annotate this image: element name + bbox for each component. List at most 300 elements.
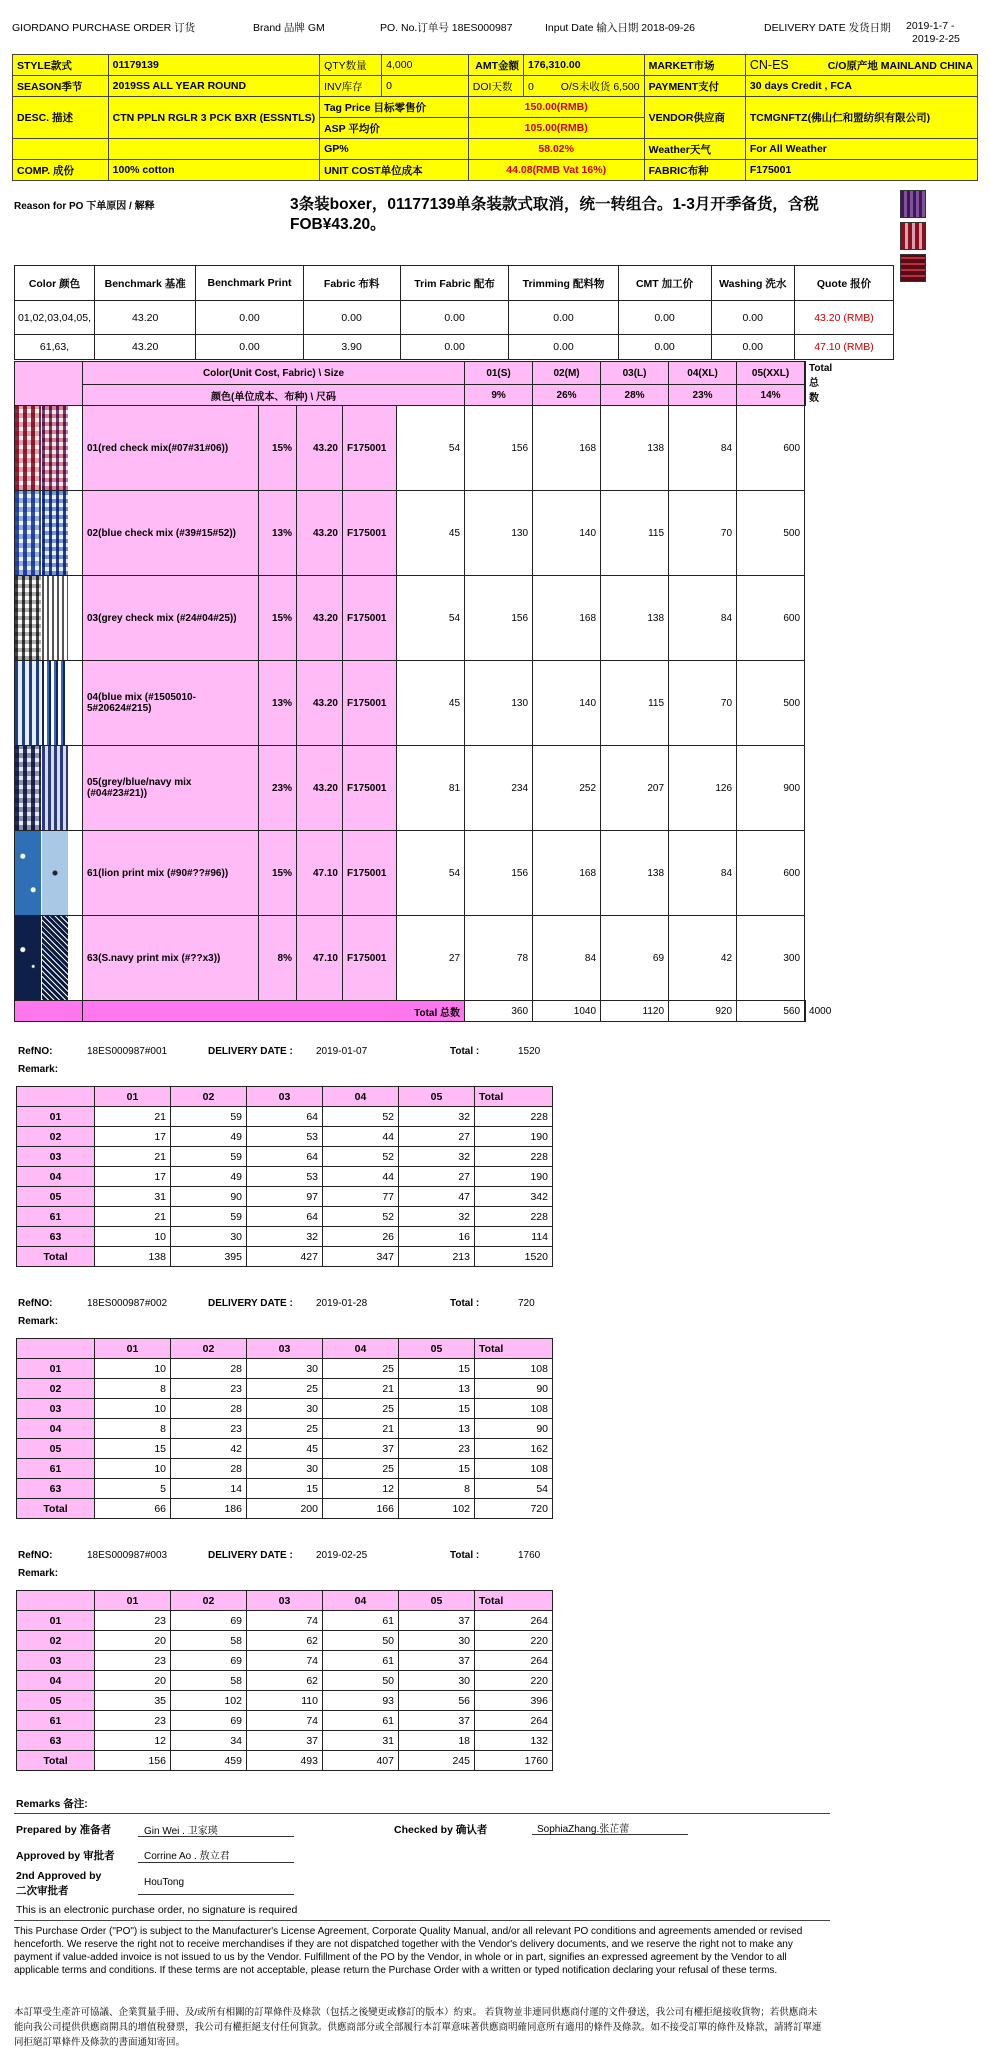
vendor-label: VENDOR供应商: [644, 97, 745, 139]
delivery-cell: 264: [475, 1711, 553, 1731]
matrix-total-cell: 1040: [533, 1001, 601, 1022]
qty-cell: 156: [465, 831, 533, 916]
ref-label: RefNO:: [18, 1046, 53, 1057]
qty-cell: 156: [465, 406, 533, 491]
matrix-total-cell: 920: [669, 1001, 737, 1022]
ref-number: 18ES000987#003: [87, 1550, 168, 1561]
delivery-cell: 12: [323, 1479, 399, 1499]
delivery-row: [17, 1247, 553, 1267]
cost-cell: 43.20: [94, 301, 195, 335]
qty-cell: 126: [669, 746, 737, 831]
amt-label: AMT金额: [468, 55, 523, 76]
delivery-row-label: 61: [17, 1711, 95, 1731]
signature-line: [138, 1836, 294, 1837]
matrix-total-cell: 560: [737, 1001, 805, 1022]
delivery-row: [17, 1419, 553, 1439]
amt-value: 176,310.00: [524, 55, 645, 76]
cost-cell: 0.00: [400, 301, 509, 335]
quote-cell: 43.20 (RMB): [794, 301, 893, 335]
qty-cell: 168: [533, 576, 601, 661]
checked-label: Checked by 确认者: [394, 1824, 488, 1836]
delivery-cell: 64: [247, 1147, 323, 1167]
market-label: MARKET市场: [644, 55, 745, 76]
delivery-row-label: 63: [17, 1731, 95, 1751]
delivery-row-label: Total: [17, 1499, 95, 1519]
qty-cell: 84: [669, 831, 737, 916]
delivery-row-label: 03: [17, 1399, 95, 1419]
delivery-cell: 220: [475, 1631, 553, 1651]
delivery-cell: 108: [475, 1359, 553, 1379]
delivery-cell: 58: [171, 1631, 247, 1651]
qty-cell: 45: [397, 661, 465, 746]
delivery-col-header: 01: [95, 1087, 171, 1107]
delivery-cell: 10: [95, 1359, 171, 1379]
approved-label: Approved by 审批者: [16, 1850, 115, 1862]
delivery-cell: 45: [247, 1439, 323, 1459]
swatch-image: [42, 491, 69, 575]
delivery-total: 1520: [518, 1046, 541, 1057]
color-swatch-cell: [15, 916, 83, 1001]
delivery-col-header: 02: [171, 1339, 247, 1359]
delivery-table: [16, 1086, 553, 1267]
payment-value: 30 days Credit , FCA: [745, 76, 977, 97]
delivery-cell: 186: [171, 1499, 247, 1519]
qty-cell: 252: [533, 746, 601, 831]
cost-cell: 61,63,: [15, 335, 95, 360]
cost-cell: 0.00: [618, 335, 711, 360]
input-date: Input Date 输入日期 2018-09-26: [545, 22, 695, 34]
delivery-table: [16, 1338, 553, 1519]
delivery-cell: 93: [323, 1691, 399, 1711]
delivery-cell: 74: [247, 1651, 323, 1671]
delivery-cell: 5: [95, 1479, 171, 1499]
cost-breakdown-table: [14, 265, 894, 360]
delivery-cell: 108: [475, 1399, 553, 1419]
delivery-cell: 228: [475, 1107, 553, 1127]
delivery-cell: 427: [247, 1247, 323, 1267]
delivery-cell: 32: [247, 1227, 323, 1247]
po-number: PO. No.订单号 18ES000987: [380, 22, 513, 34]
swatch-image: [900, 190, 926, 218]
swatch-image: [42, 831, 69, 915]
qty-cell: 138: [601, 406, 669, 491]
delivery-row-label: 01: [17, 1107, 95, 1127]
color-fabric: F175001: [343, 576, 397, 661]
delivery-cell: 21: [95, 1107, 171, 1127]
delivery-header-row: [17, 1339, 553, 1359]
color-pct: 13%: [259, 491, 297, 576]
delivery-cell: 37: [323, 1439, 399, 1459]
delivery-col-header: 03: [247, 1339, 323, 1359]
prepared-label: Prepared by 准备者: [16, 1824, 112, 1836]
delivery-col-header: 03: [247, 1591, 323, 1611]
gp-label: GP%: [320, 139, 469, 160]
delivery-cell: 56: [399, 1691, 475, 1711]
matrix-row: [15, 746, 806, 831]
delivery-row-label: 03: [17, 1147, 95, 1167]
delivery-cell: 156: [95, 1751, 171, 1771]
swatch-image: [42, 576, 69, 660]
delivery-cell: 190: [475, 1167, 553, 1187]
delivery-col-header: [17, 1339, 95, 1359]
cost-cell: 0.00: [509, 301, 618, 335]
cost-header: Fabric 布料: [303, 266, 400, 301]
color-pct: 23%: [259, 746, 297, 831]
color-cost: 43.20: [297, 576, 343, 661]
delivery-cell: 13: [399, 1419, 475, 1439]
delivery-row: [17, 1631, 553, 1651]
color-fabric: F175001: [343, 406, 397, 491]
cost-cell: 0.00: [196, 335, 303, 360]
delivery-col-header: 02: [171, 1087, 247, 1107]
qty-cell: 138: [601, 576, 669, 661]
delivery-cell: 200: [247, 1499, 323, 1519]
terms-chinese: 本訂單受生產許可協議、企業質量手冊、及/或所有相關的訂單條件及條款（包括之後變更或修訂的版本）約束。 若貨物並非連同供應商付運的文件發送，我公司有權拒絕接收貨物；若供應商未能向我公司提供供應商開具的增值稅發票，我公司有權拒絕支付任何貨款。供應商部分或全部履行本訂單意味著供應商明確同意所有適用的條件及條款。如不接受訂單的條件及條款，請將訂單連同拒絕訂單條件及條款的書面通知寄回。: [14, 2007, 822, 2048]
delivery-col-header: 03: [247, 1087, 323, 1107]
delivery-cell: 407: [323, 1751, 399, 1771]
delivery-cell: 15: [399, 1359, 475, 1379]
quote-cell: 47.10 (RMB): [794, 335, 893, 360]
delivery-cell: 30: [171, 1227, 247, 1247]
delivery-cell: 459: [171, 1751, 247, 1771]
delivery-cell: 44: [323, 1167, 399, 1187]
qty-cell: 140: [533, 661, 601, 746]
qty-cell: 130: [465, 661, 533, 746]
delivery-cell: 30: [399, 1671, 475, 1691]
style-label: STYLE款式: [13, 55, 109, 76]
delivery-cell: 14: [171, 1479, 247, 1499]
delivery-row: [17, 1439, 553, 1459]
qty-cell: 156: [465, 576, 533, 661]
qty-cell: 130: [465, 491, 533, 576]
cost-header: Quote 报价: [794, 266, 893, 301]
delivery-cell: 50: [323, 1671, 399, 1691]
delivery-row: [17, 1499, 553, 1519]
delivery-cell: 15: [247, 1479, 323, 1499]
delivery-total-label: Total :: [450, 1550, 480, 1561]
signature-line: [138, 1894, 294, 1895]
delivery-cell: 190: [475, 1127, 553, 1147]
qty-cell: 84: [533, 916, 601, 1001]
delivery-cell: 20: [95, 1671, 171, 1691]
delivery-cell: 25: [247, 1419, 323, 1439]
size-header: 05(XXL): [737, 362, 805, 385]
delivery-cell: 17: [95, 1167, 171, 1187]
delivery-date-start: 2019-1-7 -: [906, 20, 955, 32]
delivery-cell: 59: [171, 1107, 247, 1127]
delivery-row-label: Total: [17, 1751, 95, 1771]
swatch-image: [15, 831, 42, 915]
qty-cell: 78: [465, 916, 533, 1001]
delivery-cell: 69: [171, 1651, 247, 1671]
matrix-row: [15, 831, 806, 916]
delivery-cell: 35: [95, 1691, 171, 1711]
approved-value: Corrine Ao . 敖立君: [144, 1851, 230, 1862]
color-name: 01(red check mix(#07#31#06)): [83, 406, 259, 491]
delivery-cell: 90: [475, 1419, 553, 1439]
qty-cell: 84: [669, 406, 737, 491]
row-total: 500: [737, 491, 805, 576]
color-size-matrix: [14, 361, 833, 1022]
fabric-swatch-strip: [900, 190, 926, 286]
qty-cell: 54: [397, 576, 465, 661]
delivery-cell: 15: [399, 1459, 475, 1479]
color-name: 05(grey/blue/navy mix (#04#23#21)): [83, 746, 259, 831]
color-cost: 43.20: [297, 746, 343, 831]
delivery-header-row: [17, 1591, 553, 1611]
qty-cell: 168: [533, 831, 601, 916]
delivery-cell: 61: [323, 1711, 399, 1731]
delivery-cell: 37: [399, 1611, 475, 1631]
delivery-row: [17, 1187, 553, 1207]
delivery-cell: 52: [323, 1147, 399, 1167]
delivery-cell: 30: [399, 1631, 475, 1651]
os-value: 6,500: [613, 80, 640, 93]
delivery-date: 2019-01-07: [316, 1046, 368, 1057]
delivery-cell: 23: [399, 1439, 475, 1459]
delivery-cell: 396: [475, 1691, 553, 1711]
delivery-date-label: DELIVERY DATE :: [208, 1550, 293, 1561]
co-label: C/O原产地: [827, 59, 878, 72]
delivery-cell: 228: [475, 1207, 553, 1227]
delivery-cell: 44: [323, 1127, 399, 1147]
cost-cell: 0.00: [711, 335, 794, 360]
qty-cell: 81: [397, 746, 465, 831]
delivery-row-label: 61: [17, 1207, 95, 1227]
color-pct: 15%: [259, 576, 297, 661]
delivery-row: [17, 1671, 553, 1691]
delivery-col-header: 05: [399, 1087, 475, 1107]
delivery-cell: 395: [171, 1247, 247, 1267]
color-cost: 47.10: [297, 831, 343, 916]
delivery-cell: 102: [399, 1499, 475, 1519]
delivery-row: [17, 1127, 553, 1147]
cost-header: Trim Fabric 配布: [400, 266, 509, 301]
signature-line: [532, 1834, 688, 1835]
delivery-cell: 21: [323, 1379, 399, 1399]
cost-cell: 0.00: [509, 335, 618, 360]
delivery-cell: 61: [323, 1651, 399, 1671]
delivery-cell: 16: [399, 1227, 475, 1247]
delivery-cell: 1520: [475, 1247, 553, 1267]
brand: Brand 品牌 GM: [253, 22, 325, 34]
doi-value: 0: [528, 80, 534, 93]
delivery-cell: 8: [95, 1379, 171, 1399]
delivery-cell: 74: [247, 1611, 323, 1631]
delivery-row: [17, 1227, 553, 1247]
delivery-cell: 21: [323, 1419, 399, 1439]
delivery-cell: 25: [323, 1359, 399, 1379]
color-name: 63(S.navy print mix (#??x3)): [83, 916, 259, 1001]
delivery-cell: 23: [95, 1651, 171, 1671]
delivery-cell: 25: [247, 1379, 323, 1399]
delivery-row-label: 03: [17, 1651, 95, 1671]
delivery-cell: 138: [95, 1247, 171, 1267]
delivery-cell: 32: [399, 1207, 475, 1227]
delivery-cell: 8: [95, 1419, 171, 1439]
delivery-cell: 49: [171, 1127, 247, 1147]
cost-header: Washing 洗水: [711, 266, 794, 301]
electronic-notice: This is an electronic purchase order, no signature is required: [16, 1904, 298, 1916]
delivery-row-label: 05: [17, 1439, 95, 1459]
delivery-cell: 1760: [475, 1751, 553, 1771]
delivery-cell: 31: [95, 1187, 171, 1207]
os-label: O/S未收货: [560, 80, 611, 93]
delivery-label: DELIVERY DATE 发货日期: [764, 22, 891, 34]
delivery-cell: 27: [399, 1127, 475, 1147]
color-swatch-cell: [15, 746, 83, 831]
delivery-row: [17, 1751, 553, 1771]
terms-english: This Purchase Order ("PO") is subject to the Manufacturer's License Agreement, Corporate Quality Manual, and/or all relevant PO conditions and agreements amended or revised henceforth. We reserve the right not to receive merchandises if they are not dispatched together with the Vendor's delivery documents, and we reserve the right not to make any payment if value-added invoice is not issued to us by the Vendor. Fulfillment of the PO by the Vendor, in whole or in part, signifies an expressed agreement by the Vendor to all applicable terms and conditions. If these terms are not acceptable, please return the Purchase Order with a written or typed notification declaring your refusal of these terms.: [14, 1926, 803, 1976]
delivery-header-row: [17, 1087, 553, 1107]
delivery-row: [17, 1691, 553, 1711]
delivery-row: [17, 1611, 553, 1631]
matrix-total-cell: 360: [465, 1001, 533, 1022]
cost-row: [15, 335, 894, 360]
delivery-row-label: 05: [17, 1691, 95, 1711]
delivery-row-label: 63: [17, 1479, 95, 1499]
delivery-col-header: 01: [95, 1591, 171, 1611]
delivery-row: [17, 1359, 553, 1379]
delivery-date-label: DELIVERY DATE :: [208, 1298, 293, 1309]
swatch-image: [15, 916, 42, 1000]
swatch-image: [42, 746, 69, 830]
swatch-image: [15, 406, 42, 490]
qty-cell: 70: [669, 491, 737, 576]
qty-cell: 69: [601, 916, 669, 1001]
cost-cell: 0.00: [400, 335, 509, 360]
delivery-cell: 23: [171, 1419, 247, 1439]
delivery-col-header: 04: [323, 1591, 399, 1611]
delivery-cell: 17: [95, 1127, 171, 1147]
qty-value: 4,000: [382, 55, 469, 76]
delivery-row-label: Total: [17, 1247, 95, 1267]
qty-cell: 234: [465, 746, 533, 831]
delivery-date: 2019-02-25: [316, 1550, 368, 1561]
delivery-cell: 110: [247, 1691, 323, 1711]
delivery-total: 1760: [518, 1550, 541, 1561]
po-header-table: [12, 54, 978, 181]
divider: [14, 1813, 830, 1814]
qty-cell: 115: [601, 661, 669, 746]
remark-label: Remark:: [18, 1568, 59, 1579]
delivery-row: [17, 1207, 553, 1227]
delivery-row: [17, 1379, 553, 1399]
remark-label: Remark:: [18, 1316, 59, 1327]
color-name: 02(blue check mix (#39#15#52)): [83, 491, 259, 576]
delivery-cell: 23: [95, 1611, 171, 1631]
size-ratio: 14%: [737, 385, 805, 406]
payment-label: PAYMENT支付: [644, 76, 745, 97]
delivery-cell: 30: [247, 1459, 323, 1479]
cost-header: Trimming 配料物: [509, 266, 618, 301]
delivery-date-label: DELIVERY DATE :: [208, 1046, 293, 1057]
cost-cell: 0.00: [711, 301, 794, 335]
swatch-image: [15, 491, 42, 575]
row-total: 600: [737, 406, 805, 491]
comp-value: 100% cotton: [108, 160, 319, 181]
qty-cell: 207: [601, 746, 669, 831]
matrix-head-en: Color(Unit Cost, Fabric) \ Size: [83, 362, 465, 385]
delivery-cell: 220: [475, 1671, 553, 1691]
delivery-cell: 8: [399, 1479, 475, 1499]
size-ratio: 23%: [669, 385, 737, 406]
color-cost: 43.20: [297, 661, 343, 746]
delivery-cell: 15: [95, 1439, 171, 1459]
ref-number: 18ES000987#001: [87, 1046, 168, 1057]
delivery-cell: 97: [247, 1187, 323, 1207]
delivery-cell: 69: [171, 1711, 247, 1731]
qty-cell: 168: [533, 406, 601, 491]
size-header: 04(XL): [669, 362, 737, 385]
color-name: 61(lion print mix (#90#??#96)): [83, 831, 259, 916]
swatch-image: [15, 661, 42, 745]
swatch-image: [42, 916, 69, 1000]
delivery-cell: 31: [323, 1731, 399, 1751]
color-cost: 47.10: [297, 916, 343, 1001]
delivery-row-label: 04: [17, 1419, 95, 1439]
delivery-row-label: 02: [17, 1631, 95, 1651]
tag-label: Tag Price 目标零售价: [320, 97, 469, 118]
delivery-col-header: Total: [475, 1339, 553, 1359]
color-name: 03(grey check mix (#24#04#25)): [83, 576, 259, 661]
color-cost: 43.20: [297, 406, 343, 491]
qty-cell: 42: [669, 916, 737, 1001]
delivery-cell: 47: [399, 1187, 475, 1207]
comp-label: COMP. 成份: [13, 160, 109, 181]
delivery-total-label: Total :: [450, 1298, 480, 1309]
delivery-cell: 58: [171, 1671, 247, 1691]
remark-label: Remark:: [18, 1064, 59, 1075]
delivery-cell: 26: [323, 1227, 399, 1247]
delivery-cell: 59: [171, 1207, 247, 1227]
row-total: 600: [737, 576, 805, 661]
delivery-cell: 23: [95, 1711, 171, 1731]
color-pct: 15%: [259, 406, 297, 491]
asp-label: ASP 平均价: [320, 118, 469, 139]
weather-value: For All Weather: [745, 139, 977, 160]
po-top-line: [12, 20, 980, 44]
size-ratio: 28%: [601, 385, 669, 406]
delivery-date: 2019-01-28: [316, 1298, 368, 1309]
delivery-cell: 90: [171, 1187, 247, 1207]
size-header: 03(L): [601, 362, 669, 385]
po-title: GIORDANO PURCHASE ORDER 订货: [12, 22, 196, 34]
delivery-row-label: 04: [17, 1167, 95, 1187]
ref-number: 18ES000987#002: [87, 1298, 168, 1309]
unit-cost-label: UNIT COST单位成本: [320, 160, 469, 181]
cost-row: [15, 301, 894, 335]
delivery-cell: 27: [399, 1167, 475, 1187]
size-header: 01(S): [465, 362, 533, 385]
delivery-cell: 34: [171, 1731, 247, 1751]
delivery-cell: 30: [247, 1359, 323, 1379]
prepared-value: Gin Wei . 卫家瑛: [144, 1826, 218, 1837]
inv-label: INV库存: [320, 76, 382, 97]
color-swatch-cell: [15, 576, 83, 661]
doi-os-cell: [524, 76, 645, 97]
delivery-cell: 114: [475, 1227, 553, 1247]
qty-cell: 115: [601, 491, 669, 576]
color-name: 04(blue mix (#1505010-5#20624#215): [83, 661, 259, 746]
matrix-row: [15, 406, 806, 491]
delivery-cell: 264: [475, 1651, 553, 1671]
matrix-total-label: Total 总数: [83, 1001, 465, 1022]
color-fabric: F175001: [343, 916, 397, 1001]
inv-value: 0: [382, 76, 469, 97]
delivery-cell: 20: [95, 1631, 171, 1651]
delivery-row: [17, 1399, 553, 1419]
